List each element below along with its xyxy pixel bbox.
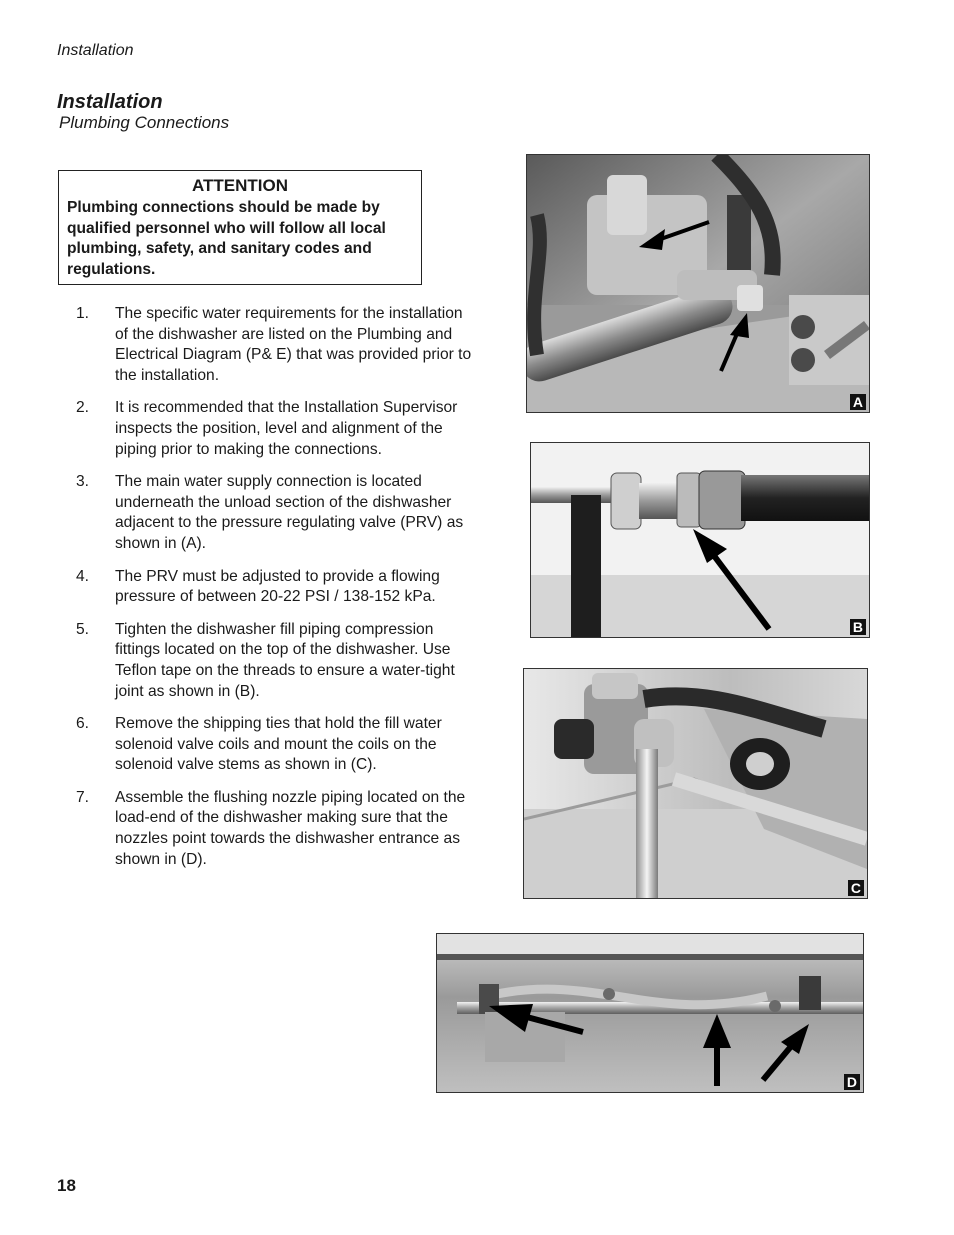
step-number: 4. [76, 567, 90, 585]
step-number: 2. [76, 399, 90, 417]
step-number: 6. [76, 715, 90, 733]
attention-body: Plumbing connections should be made by qualified personnel who will follow all local plumbing, safety, and sanitary codes and regulations. [67, 199, 386, 278]
list-item [76, 567, 486, 608]
photo-solenoid-valve [523, 668, 868, 899]
step-number: 5. [76, 620, 90, 638]
step-number: 1. [76, 305, 90, 322]
photo-label-c: C [848, 880, 864, 896]
step-text: Tighten the dishwasher fill piping compression fittings located on the top of the dishwasher. Use Teflon tape on the threads to ensure a water-tight joint as shown in (B). [115, 620, 455, 700]
photo-d-illustration [437, 934, 863, 1092]
list-item [76, 304, 486, 386]
step-number: 7. [76, 788, 90, 806]
list-item [76, 472, 486, 554]
step-text: It is recommended that the Installation Supervisor inspects the position, level and alignment of the piping prior to making the connections. [115, 399, 458, 458]
section-title: Installation [57, 91, 163, 113]
step-text: The PRV must be adjusted to provide a flowing pressure of between 20-22 PSI / 138-152 kPa. [115, 567, 440, 606]
running-head: Installation [57, 42, 134, 59]
step-text: Remove the shipping ties that hold the fill water solenoid valve coils and mount the coils on the solenoid valve stems as shown in (C). [115, 715, 442, 774]
photo-compression-fitting [530, 442, 870, 638]
photo-label-a: A [850, 394, 866, 410]
photo-a-illustration [527, 155, 869, 412]
page-number: 18 [57, 1176, 76, 1195]
attention-box [58, 170, 422, 285]
photo-c-illustration [524, 669, 867, 898]
section-subtitle: Plumbing Connections [59, 113, 230, 132]
photo-flushing-nozzle-piping [436, 933, 864, 1093]
instruction-list [76, 304, 486, 882]
photo-prv-connection [526, 154, 870, 413]
step-number: 3. [76, 473, 90, 491]
list-item [76, 620, 486, 702]
list-item [76, 714, 486, 776]
step-text: The specific water requirements for the installation of the dishwasher are listed on the Plumbing and Electrical Diagram (P& E) that was provided prior to the installation. [115, 305, 472, 384]
step-text: Assemble the flushing nozzle piping located on the load-end of the dishwasher making sure that the nozzles point towards the dishwasher entrance as shown in (D). [115, 788, 466, 868]
photo-b-illustration [531, 443, 869, 637]
step-text: The main water supply connection is located underneath the unload section of the dishwasher adjacent to the pressure regulating valve (PRV) as shown in (A). [115, 473, 464, 552]
photo-label-d: D [844, 1074, 860, 1090]
list-item [76, 398, 486, 460]
photo-label-b: B [850, 619, 866, 635]
attention-heading: ATTENTION [191, 176, 288, 195]
list-item [76, 788, 486, 870]
